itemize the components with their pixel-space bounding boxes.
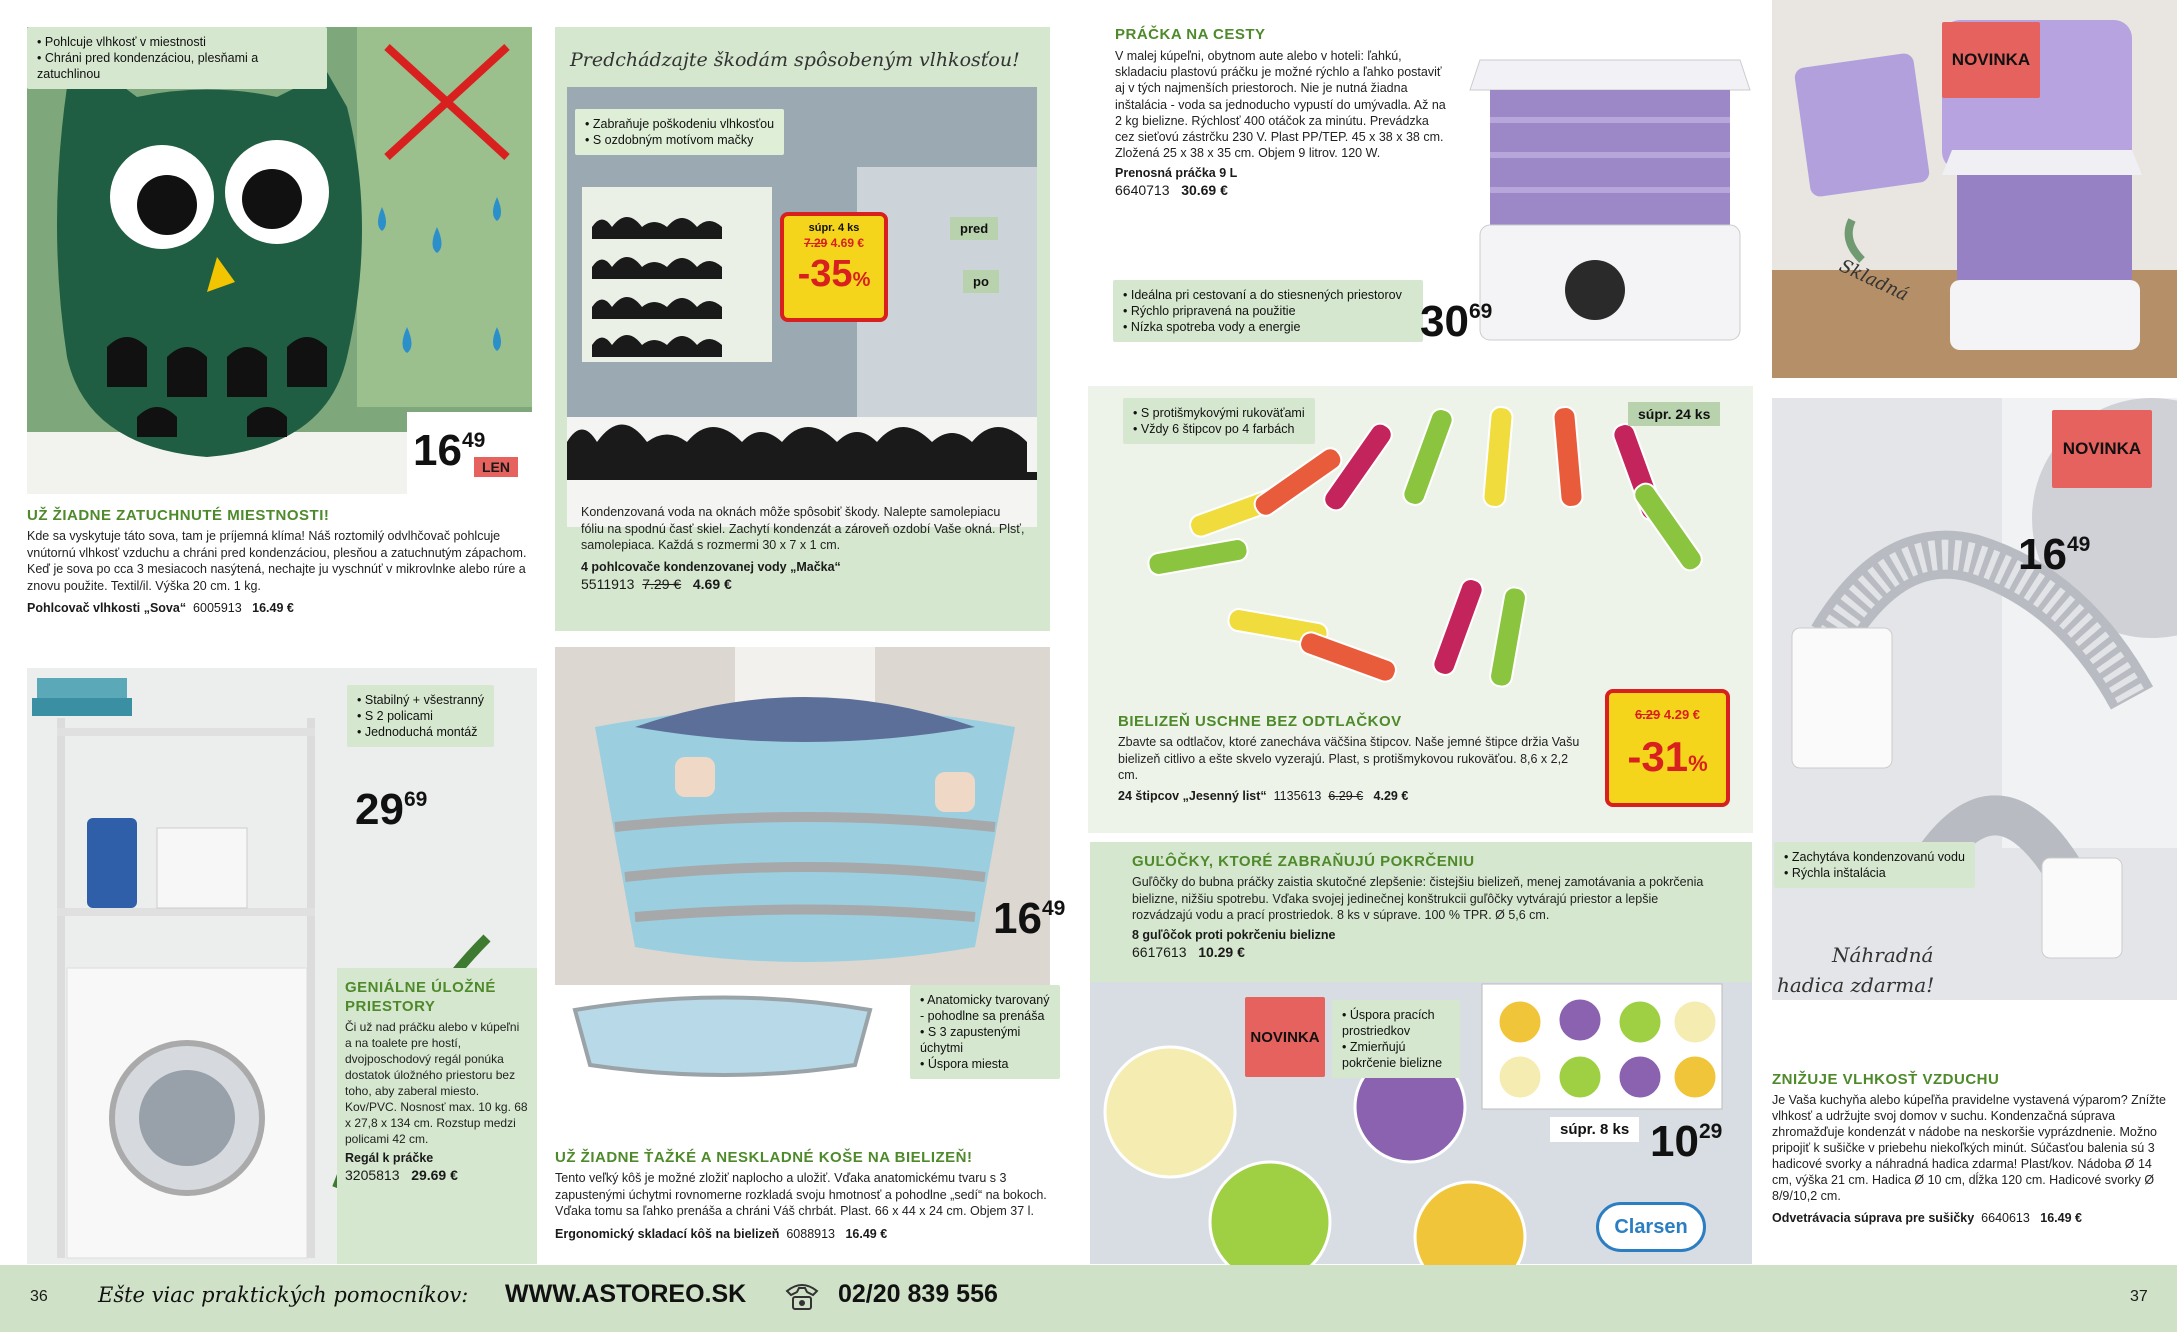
- footer-phone[interactable]: 02/20 839 556: [838, 1280, 998, 1308]
- hose-bullets: • Zachytáva kondenzovanú vodu • Rýchla inštalácia: [1774, 842, 1975, 888]
- pegs-panel: [1088, 386, 1753, 833]
- pegs-article: 24 štipcov „Jesenný list“ 1135613 6.29 € 4.29 €: [1118, 788, 1409, 803]
- pegs-bullets: • S protišmykovými rukoväťami • Vždy 6 štipcov po 4 farbách: [1123, 398, 1315, 444]
- washer-panel: [1080, 10, 1770, 370]
- basket-image: [555, 647, 1050, 985]
- shelf-article-name: Regál k práčke: [345, 1151, 434, 1165]
- owl-price: $16^{49}$: [413, 426, 486, 475]
- owl-headline: UŽ ŽIADNE ZATUCHNUTÉ MIESTNOSTI!: [27, 507, 330, 524]
- hose-price: $16^{49}$: [2018, 530, 2091, 579]
- washer-price: $30^{69}$: [1420, 297, 1493, 346]
- basket-text: Tento veľký kôš je možné zložiť naplocho a uložiť. Vďaka anatomickému tvaru s 3 zapustenými úchytmi rovnomerne rozkladá svoju hmotnosť a pohodlne „sedí“ na bokoch. Vďaka tomu sa ľahko prenáša a chráni Váš chrbát. Plast. 66 x 44 x 24 cm. Objem 37 l.: [555, 1171, 1047, 1218]
- washer-script-note: Skladná: [1836, 255, 1912, 306]
- owl-panel: [27, 27, 532, 494]
- hose-script-note-2: hadica zdarma!: [1777, 973, 1935, 997]
- owl-article: Pohlcovač vlhkosti „Sova“ 6005913 16.49 €: [27, 601, 294, 615]
- hose-new-badge: NOVINKA: [2052, 410, 2152, 488]
- balls-headline: GUĽÔČKY, KTORÉ ZABRAŇUJÚ POKRČENIU: [1132, 853, 1475, 870]
- pegs-image: [1128, 416, 1738, 716]
- owl-price-note: LEN: [474, 457, 518, 477]
- shelf-article: 3205813 29.69 €: [345, 1167, 458, 1183]
- page-number-left: 36: [30, 1288, 48, 1305]
- shelf-text-box: [337, 968, 537, 1264]
- basket-article: Ergonomický skladací kôš na bielizeň 6088913 16.49 €: [555, 1226, 888, 1241]
- hose-headline: ZNIŽUJE VLHKOSŤ VZDUCHU: [1772, 1071, 2000, 1088]
- basket-panel: [555, 647, 1066, 985]
- footer: [0, 1265, 2177, 1332]
- owl-text: Kde sa vyskytuje táto sova, tam je príjemná klíma! Náš roztomilý odvlhčovač pohlcuje vnútornú vlhkosť vzduchu a chráni pred kondenzáciou, plesňou a zatuchnutým zápachom. Keď je sova po cca 3 mesiacoch nasýtená, nechajte ju vyschnúť v mikrovlnke alebo rúre a znovu použite. Textil/il. Výška 20 cm. 1 kg.: [27, 529, 527, 593]
- balls-text: Guľôčky do bubna práčky zaistia skutočné zlepšenie: čistejšiu bielizeň, menej zamotávania a pokrčenia bielizne, nižšiu spotrebu. Vďaka svojej jedinečnej konštrukcii guľôčky vytvárajú priestor a lepšie rozvádzajú vodu a prací prostriedok. 8 ks v súprave. 100 % TPR. Ø 5,6 cm.: [1132, 875, 1704, 922]
- page-number-right: 37: [2130, 1288, 2148, 1305]
- balls-set-label: súpr. 8 ks: [1550, 1117, 1639, 1142]
- shelf-bullets: • Stabilný + všestranný • S 2 policami • Jednoduchá montáž: [347, 685, 494, 747]
- balls-article: 6617613 10.29 €: [1132, 943, 1245, 960]
- balls-brand-logo: Clarsen: [1596, 1202, 1706, 1252]
- cat-text: Kondenzovaná voda na oknách môže spôsobiť škody. Nalepte samolepiacu fóliu na spodnú časť skiel. Zachytí kondenzát a zároveň ozdobí Vaše okná. Plsť, samolepiaca. Každá s rozmermi 30 x 7 x 1 cm.: [581, 505, 1025, 552]
- cat-before-label: pred: [950, 217, 998, 240]
- balls-article-name: 8 guľôčok proti pokrčeniu bielizne: [1132, 927, 1336, 942]
- shelf-panel: [27, 668, 537, 1264]
- washer-open-image: [1772, 0, 2177, 378]
- hose-article: Odvetrávacia súprava pre sušičky 6640613 16.49 €: [1772, 1211, 2082, 1225]
- cat-article-name: 4 pohlcovače kondenzovanej vody „Mačka“: [581, 559, 841, 574]
- washer-image: [1450, 30, 1770, 360]
- washer-article: 6640713 30.69 €: [1115, 182, 1228, 199]
- pegs-headline: BIELIZEŇ USCHNE BEZ ODTLAČKOV: [1118, 713, 1402, 730]
- hose-text: Je Vaša kuchyňa alebo kúpeľňa pravidelne vystavená výparom? Znížte vlhkosť a udržujte svoj domov v suchu. Kondenzačná súprava zhromažďuje kondenzát v nádobe na neskoršie vyprázdnenie. Možno pripojiť k sušičke v priebehu niekoľkých minút. Súčasťou balenia sú 3 hadicové svorky a náhradná hadica zdarma! Plast/kov. Nádoba Ø 14 cm, výška 21 cm. Hadica Ø 10 cm, dĺžka 120 cm. Hadicové svorky Ø 8/9/10,2 cm.: [1772, 1093, 2166, 1203]
- cat-article: 5511913 7.29 € 4.69 €: [581, 575, 732, 592]
- phone-icon: [785, 1283, 819, 1311]
- hose-panel: [1772, 398, 2177, 1000]
- balls-price: $10^{29}$: [1650, 1117, 1723, 1166]
- washer-text: V malej kúpeľni, obytnom aute alebo v hoteli: ľahkú, skladaciu plastovú práčku je možné rýchlo a ľahko postaviť aj v tých najmenších priestoroch. Nie je nutná žiadna inštalácia - voda sa jednoducho vypustí do umývadla. Až na 2 kg bielizne. Rýchlosť 400 otáčok za minútu. Prevádzka cez sieťovú zástrčku 230 V. Plast PP/TEP. 45 x 38 x 38 cm. Zložená 25 x 38 x 35 cm. Objem 9 litrov. 120 W.: [1115, 49, 1446, 161]
- owl-bullets: • Pohlcuje vlhkosť v miestnosti • Chráni pred kondenzáciou, plesňami a zatuchlinou: [27, 27, 327, 89]
- cat-script-title: Predchádzajte škodám spôsobeným vlhkosťou!: [570, 49, 1020, 71]
- washer-new-badge: NOVINKA: [1942, 22, 2040, 98]
- basket-folded-image: [565, 990, 880, 1080]
- basket-headline: UŽ ŽIADNE ŤAŽKÉ A NESKLADNÉ KOŠE NA BIELIZEŇ!: [555, 1149, 973, 1166]
- balls-panel: [1090, 842, 1752, 1264]
- cat-panel: [555, 27, 1050, 631]
- cat-after-label: po: [963, 270, 999, 293]
- shelf-headline: GENIÁLNE ÚLOŽNÉ PRIESTORY: [345, 979, 496, 1015]
- pegs-discount-badge: 6.29 4.29 € -31%: [1605, 689, 1730, 807]
- basket-price: $16^{49}$: [993, 894, 1066, 943]
- washer-headline: PRÁČKA NA CESTY: [1115, 26, 1266, 43]
- shelf-price: $29^{69}$: [355, 785, 428, 834]
- footer-slogan: Ešte viac praktických pomocníkov:: [98, 1283, 469, 1307]
- shelf-text: Či už nad práčku alebo v kúpeľni a na toalete pre hostí, dvojposchodový regál ponúka dostatok úložného priestoru bez toho, aby zaberal miesto. Kov/PVC. Nosnosť max. 10 kg. 68 x 27,8 x 134 cm. Rozstup medzi policami 42 cm.: [345, 1020, 528, 1146]
- basket-bullets: • Anatomicky tvarovaný - pohodlne sa prenáša • S 3 zapustenými úchytmi • Úspora miesta: [910, 985, 1060, 1079]
- washer-article-name: Prenosná práčka 9 L: [1115, 166, 1238, 181]
- hose-script-note-1: Náhradná: [1832, 943, 1934, 967]
- balls-bullets: • Úspora pracích prostriedkov • Zmierňujú pokrčenie bielizne: [1332, 1000, 1460, 1078]
- balls-new-badge: NOVINKA: [1245, 997, 1325, 1077]
- footer-url[interactable]: WWW.ASTOREO.SK: [505, 1280, 747, 1308]
- pegs-text: Zbavte sa odtlačov, ktoré zanecháva väčšina štipcov. Naše jemné štipce držia Vašu bielizeň citlivo a ešte skvelo vyzerajú. Plast, s protišmykovou rukoväťou. 8,6 x 2,2 cm.: [1118, 735, 1580, 782]
- cat-discount-badge: súpr. 4 ks 7.29 4.69 € -35%: [780, 212, 888, 322]
- washer-bullets: • Ideálna pri cestovaní a do stiesnených priestorov • Rýchlo pripravená na použitie • Nízka spotreba vody a energie: [1113, 280, 1423, 342]
- hose-image: [1772, 398, 2177, 1000]
- pegs-set-label: súpr. 24 ks: [1628, 402, 1720, 426]
- cat-bullets: • Zabraňuje poškodeniu vlhkosťou • S ozdobným motívom mačky: [575, 109, 784, 155]
